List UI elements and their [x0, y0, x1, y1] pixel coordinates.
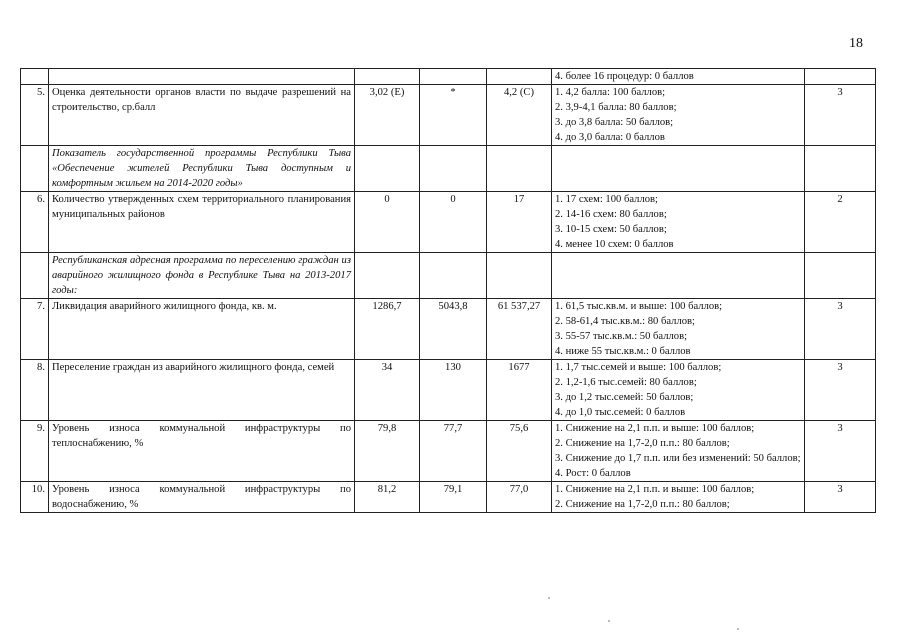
table-row: [21, 421, 876, 482]
scan-speck: [737, 628, 739, 630]
table-row: [21, 85, 876, 146]
cell-criteria: [552, 192, 805, 253]
cell-value: [420, 253, 487, 299]
cell-value-base: 79,8: [355, 421, 420, 482]
cell-value-current: *: [420, 85, 487, 146]
criteria-line: 2. Снижение на 1,7-2,0 п.п.: 80 баллов;: [555, 499, 730, 510]
cell-value-target: 4,2 (С): [487, 85, 552, 146]
cell-indicator-name: Переселение граждан из аварийного жилищного фонда, семей: [49, 360, 355, 421]
criteria-line: 1. Снижение на 2,1 п.п. и выше: 100 баллов;: [555, 484, 755, 495]
criteria-line: 1. 17 схем: 100 баллов;: [555, 194, 658, 205]
criteria-line: 2. 14-16 схем: 80 баллов;: [555, 209, 667, 220]
criteria-line: 3. до 3,8 балла: 50 баллов;: [555, 117, 674, 128]
cell-value-base: 81,2: [355, 482, 420, 513]
cell-criteria: [552, 146, 805, 192]
cell-value: [355, 253, 420, 299]
cell-value-current: 0: [420, 192, 487, 253]
table-row: [21, 299, 876, 360]
table-row: [21, 192, 876, 253]
criteria-line: 1. 1,7 тыс.семей и выше: 100 баллов;: [555, 362, 722, 373]
criteria-line: 2. 1,2-1,6 тыс.семей: 80 баллов;: [555, 377, 697, 388]
criteria-line: 4. более 16 процедур: 0 баллов: [555, 71, 694, 82]
cell-indicator-name: Количество утвержденных схем территориального планирования муниципальных районов: [49, 192, 355, 253]
cell-criteria: [552, 253, 805, 299]
scan-speck: [608, 620, 610, 622]
cell-weight: 3: [805, 360, 876, 421]
criteria-line: 2. 58-61,4 тыс.кв.м.: 80 баллов;: [555, 316, 695, 327]
cell-value-target: 1677: [487, 360, 552, 421]
cell-criteria: [552, 69, 805, 85]
scan-speck: [548, 597, 550, 599]
cell-weight: [805, 253, 876, 299]
table-body: [21, 69, 876, 513]
cell-number: [21, 253, 49, 299]
criteria-line: 3. Снижение до 1,7 п.п. или без изменений: 50 баллов;: [555, 453, 801, 464]
cell-weight: 2: [805, 192, 876, 253]
cell-value-target: 17: [487, 192, 552, 253]
cell-value-target: 61 537,27: [487, 299, 552, 360]
cell-number: 7.: [21, 299, 49, 360]
cell-weight: 3: [805, 482, 876, 513]
table-row-section: [21, 253, 876, 299]
criteria-line: 4. Рост: 0 баллов: [555, 468, 631, 479]
criteria-line: 4. менее 10 схем: 0 баллов: [555, 239, 674, 250]
cell-value-current: 5043,8: [420, 299, 487, 360]
cell-weight: 3: [805, 421, 876, 482]
criteria-line: 2. 3,9-4,1 балла: 80 баллов;: [555, 102, 677, 113]
criteria-line: 3. до 1,2 тыс.семей: 50 баллов;: [555, 392, 694, 403]
cell-value: [487, 253, 552, 299]
page-number: 18: [849, 36, 863, 51]
cell-weight: 3: [805, 299, 876, 360]
cell-value-base: 1286,7: [355, 299, 420, 360]
cell-number: 5.: [21, 85, 49, 146]
cell-weight: 3: [805, 85, 876, 146]
criteria-line: 3. 55-57 тыс.кв.м.: 50 баллов;: [555, 331, 688, 342]
criteria-line: 3. 10-15 схем: 50 баллов;: [555, 224, 667, 235]
table-row-section: [21, 146, 876, 192]
cell-number: 6.: [21, 192, 49, 253]
cell-value-base: 0: [355, 192, 420, 253]
criteria-line: 2. Снижение на 1,7-2,0 п.п.: 80 баллов;: [555, 438, 730, 449]
table-row: [21, 482, 876, 513]
criteria-line: 4. до 3,0 балла: 0 баллов: [555, 132, 665, 143]
criteria-line: 1. Снижение на 2,1 п.п. и выше: 100 баллов;: [555, 423, 755, 434]
criteria-line: 4. до 1,0 тыс.семей: 0 баллов: [555, 407, 686, 418]
cell-weight: [805, 146, 876, 192]
cell-section-title: Показатель государственной программы Республики Тыва «Обеспечение жителей Республики Тыва доступным и комфортным жильем на 2014-2020 годы»: [49, 146, 355, 192]
cell-value: [355, 146, 420, 192]
cell-indicator-name: Уровень износа коммунальной инфраструктуры по теплоснабжению, %: [49, 421, 355, 482]
indicator-table: [20, 68, 876, 513]
table-row-continuation: [21, 69, 876, 85]
cell-value-current: 77,7: [420, 421, 487, 482]
criteria-line: 1. 61,5 тыс.кв.м. и выше: 100 баллов;: [555, 301, 723, 312]
cell-number: 8.: [21, 360, 49, 421]
cell-indicator-name: Уровень износа коммунальной инфраструктуры по водоснабжению, %: [49, 482, 355, 513]
cell-value-current: 130: [420, 360, 487, 421]
cell-criteria: [552, 482, 805, 513]
cell-number: [21, 146, 49, 192]
cell-number: 10.: [21, 482, 49, 513]
cell-criteria: [552, 85, 805, 146]
cell-value-target: 75,6: [487, 421, 552, 482]
cell-value: [487, 146, 552, 192]
cell-value-target: 77,0: [487, 482, 552, 513]
cell-value: [420, 146, 487, 192]
cell-criteria: [552, 360, 805, 421]
cell-value-base: 3,02 (Е): [355, 85, 420, 146]
criteria-line: 4. ниже 55 тыс.кв.м.: 0 баллов: [555, 346, 691, 357]
cell-indicator-name: Оценка деятельности органов власти по выдаче разрешений на строительство, ср.балл: [49, 85, 355, 146]
cell-criteria: [552, 421, 805, 482]
cell-section-title: Республиканская адресная программа по переселению граждан из аварийного жилищного фонда в Республике Тыва на 2013-2017 годы:: [49, 253, 355, 299]
cell-value: [420, 69, 487, 85]
cell-value: [487, 69, 552, 85]
criteria-line: 1. 4,2 балла: 100 баллов;: [555, 87, 666, 98]
cell-value-current: 79,1: [420, 482, 487, 513]
cell-indicator-name: [49, 69, 355, 85]
cell-indicator-name: Ликвидация аварийного жилищного фонда, кв. м.: [49, 299, 355, 360]
cell-value: [355, 69, 420, 85]
cell-number: [21, 69, 49, 85]
cell-criteria: [552, 299, 805, 360]
cell-value-base: 34: [355, 360, 420, 421]
table-row: [21, 360, 876, 421]
cell-weight: [805, 69, 876, 85]
cell-number: 9.: [21, 421, 49, 482]
